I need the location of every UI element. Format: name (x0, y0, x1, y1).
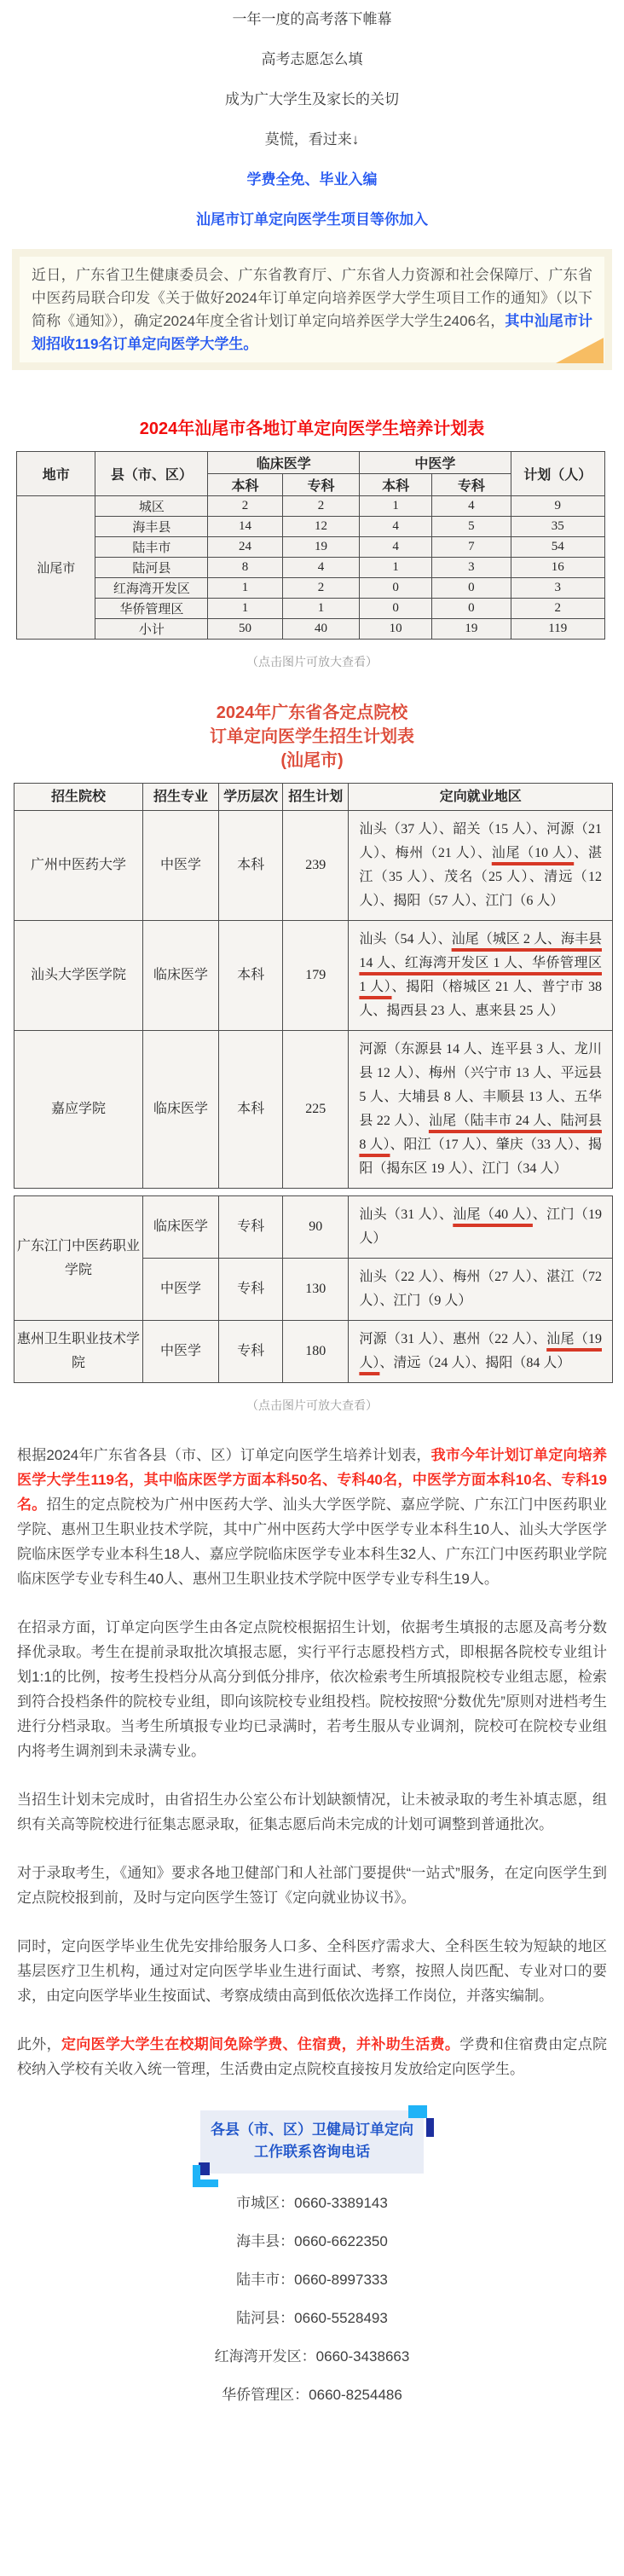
level-cell: 本科 (219, 921, 283, 1031)
phone-row (0, 2231, 624, 2253)
table1-header-cell: 地市 (17, 452, 95, 496)
value-cell: 14 (208, 517, 283, 537)
phone-row (0, 2307, 624, 2330)
table-row (17, 517, 605, 537)
school-cell: 汕头大学医学院 (14, 921, 143, 1031)
phone-number: 0660-8997333 (294, 2272, 388, 2288)
plan-cell: 90 (283, 1196, 349, 1259)
value-cell: 3 (432, 558, 511, 578)
table2-image[interactable] (14, 783, 613, 1383)
value-cell: 2 (511, 599, 604, 619)
region-text: 、揭阳（榕城区 21 人、普宁市 38 人、揭西县 23 人、惠来县 25 人） (359, 980, 602, 1018)
value-cell: 19 (282, 537, 359, 558)
table1-header-cell: 县（市、区） (95, 452, 208, 496)
table2-header-cell: 学历层次 (219, 784, 283, 811)
major-cell: 临床医学 (142, 1031, 218, 1189)
major-cell: 中医学 (142, 1259, 218, 1321)
paragraph-text: 根据2024年广东省各县（市、区）订单定向医学生培养计划表， (17, 1447, 431, 1463)
region-text: 、江门（19 人） (359, 1207, 602, 1246)
major-cell: 临床医学 (142, 921, 218, 1031)
table-row (14, 1196, 613, 1259)
value-cell: 54 (511, 537, 604, 558)
table-row (17, 619, 605, 640)
value-cell: 4 (432, 496, 511, 517)
value-cell: 50 (208, 619, 283, 640)
notice-text (32, 263, 592, 356)
intro-line: 莫慌，看过来↓ (264, 131, 360, 148)
phone-row (0, 2192, 624, 2214)
corner-navy-icon (426, 2118, 434, 2137)
level-cell: 专科 (219, 1196, 283, 1259)
region-highlight-underline: 汕尾（城区 2 人、海丰县 14 人、红海湾开发区 1 人、华侨管理区 1 人） (359, 932, 602, 994)
enrollment-table-part2 (14, 1195, 613, 1383)
table-row (14, 1031, 613, 1189)
region-highlight-underline: 汕尾（10 人） (491, 846, 575, 860)
region-cell (349, 1259, 613, 1321)
intro-section (0, 9, 624, 231)
table1-image[interactable] (16, 451, 605, 640)
region-highlight-underline: 汕尾（40 人） (453, 1207, 533, 1222)
phone-row (0, 2269, 624, 2291)
region-cell (349, 1031, 613, 1189)
table-row (14, 811, 613, 921)
county-cell: 海丰县 (95, 517, 208, 537)
body-paragraphs (0, 1443, 624, 2081)
plan-cell: 239 (283, 811, 349, 921)
phone-number: 0660-6622350 (294, 2233, 388, 2249)
intro-highlight-line: 汕尾市订单定向医学生项目等你加入 (196, 211, 428, 228)
notice-text-normal: 近日，广东省卫生健康委员会、广东省教育厅、广东省人力资源和社会保障厅、广东省中医药局联合印发《关于做好2024年订单定向培养医学大学生项目工作的通知》（以下简称《通知》），确定2024年度全省计划订单定向培养医学大学生2406名， (32, 267, 592, 329)
corner-cyan-icon (408, 2105, 427, 2118)
table1-subheader-cell: 本科 (208, 474, 283, 496)
phone-number: 0660-3389143 (294, 2195, 388, 2211)
value-cell: 5 (432, 517, 511, 537)
plan-cell: 180 (283, 1321, 349, 1383)
value-cell: 8 (208, 558, 283, 578)
paragraph-text: 在招录方面，订单定向医学生由各定点院校根据招生计划，依据考生填报的志愿及高考分数择优录取。考生在提前录取批次填报志愿，实行平行志愿投档方式，即根据各院校专业组计划1:1的比例，按考生投档分从高分到低分排序，依次检索考生所填报院校专业组志愿，检索到符合投档条件的院校专业组，即向该院校专业组投档。院校按照“分数优先”原则对进档考生进行分档录取。当考生所填报专业均已录满时，若考生服从专业调剂，院校可在院校专业组内将考生调剂到未录满专业。 (17, 1619, 607, 1759)
major-cell: 中医学 (142, 811, 218, 921)
phone-list (0, 2192, 624, 2406)
region-text: 、清远（24 人）、揭阳（84 人） (379, 1356, 571, 1370)
region-highlight-underline: 汕尾（陆丰市 24 人、陆河县 8 人） (359, 1114, 602, 1152)
table-row (17, 537, 605, 558)
major-cell: 中医学 (142, 1321, 218, 1383)
level-cell: 专科 (219, 1259, 283, 1321)
value-cell: 4 (360, 537, 432, 558)
value-cell: 1 (208, 578, 283, 599)
table2-caption: （点击图片可放大查看） (246, 1398, 378, 1412)
county-cell: 华侨管理区 (95, 599, 208, 619)
value-cell: 12 (282, 517, 359, 537)
region-text: 汕头（31 人）、 (359, 1207, 454, 1222)
enrollment-table-part1 (14, 783, 613, 1189)
table-row (14, 1321, 613, 1383)
value-cell: 2 (208, 496, 283, 517)
value-cell: 2 (282, 496, 359, 517)
intro-highlight-line: 学费全免、毕业入编 (246, 171, 378, 188)
intro-line: 一年一度的高考落下帷幕 (232, 11, 392, 27)
table1-title: 2024年汕尾市各地订单定向医学生培养计划表 (139, 420, 485, 438)
paragraph (17, 2032, 607, 2081)
table2-title (0, 701, 624, 773)
value-cell: 16 (511, 558, 604, 578)
value-cell: 3 (511, 578, 604, 599)
table2-body (14, 1196, 613, 1383)
intro-line: 高考志愿怎么填 (261, 51, 363, 67)
table2-title-line: 2024年广东省各定点院校 (216, 703, 408, 722)
table1-body (17, 496, 605, 640)
phone-label: 陆丰市： (236, 2272, 295, 2288)
phone-label: 陆河县： (236, 2310, 295, 2326)
notice-box-inner (20, 257, 604, 362)
paragraph (17, 1861, 607, 1910)
plan-cell: 225 (283, 1031, 349, 1189)
level-cell: 专科 (219, 1321, 283, 1383)
region-text: 汕头（37 人）、韶关（15 人）、河源（21 人）、梅州（21 人）、 (359, 822, 602, 860)
table2-header-cell: 招生专业 (142, 784, 218, 811)
table2-header-cell: 招生院校 (14, 784, 143, 811)
region-text: 、湛江（35 人）、茂名（25 人）、清远（12 人）、揭阳（57 人）、江门（6 人） (359, 846, 602, 908)
phone-number: 0660-5528493 (294, 2310, 388, 2326)
phone-number: 0660-3438663 (315, 2348, 410, 2365)
paragraph (17, 1934, 607, 2008)
value-cell: 7 (432, 537, 511, 558)
major-cell: 临床医学 (142, 1196, 218, 1259)
phone-row (0, 2384, 624, 2406)
value-cell: 10 (360, 619, 432, 640)
contact-box (200, 2110, 424, 2174)
plan-cell: 179 (283, 921, 349, 1031)
table1-subheader-cell: 专科 (432, 474, 511, 496)
value-cell: 0 (432, 599, 511, 619)
county-cell: 红海湾开发区 (95, 578, 208, 599)
table2-body (14, 811, 613, 1189)
value-cell: 24 (208, 537, 283, 558)
paragraph-text: 此外， (17, 2036, 61, 2052)
phone-label: 华侨管理区： (222, 2387, 309, 2403)
region-cell (349, 1321, 613, 1383)
notice-box (12, 249, 612, 370)
table2-header-cell: 定向就业地区 (349, 784, 613, 811)
paragraph-text: 学费和住宿费由定点院校纳入学校有关收入统一管理，生活费由定点院校直接按月发放给定向医学生。 (17, 2036, 608, 2077)
region-text: 、阳江（17 人）、肇庆（33 人）、揭阳（揭东区 19 人）、江门（34 人） (359, 1137, 602, 1176)
table1-header (17, 452, 605, 496)
value-cell: 1 (360, 496, 432, 517)
notice-text-highlight: 其中汕尾市计划招收119名订单定向医学大学生。 (32, 313, 592, 352)
county-cell: 陆丰市 (95, 537, 208, 558)
value-cell: 0 (360, 599, 432, 619)
value-cell: 1 (282, 599, 359, 619)
paragraph (17, 1787, 607, 1837)
paragraph-highlight: 我市今年计划订单定向培养医学大学生119名，其中临床医学方面本科50名、专科40名，中医学方面本科10名、专科19名。 (17, 1447, 607, 1513)
table2-header (14, 784, 613, 811)
table-row (14, 784, 613, 811)
value-cell: 119 (511, 619, 604, 640)
phone-label: 市城区： (236, 2195, 295, 2211)
table2-title-line: (汕尾市) (280, 751, 344, 770)
school-cell: 广东江门中医药职业学院 (14, 1196, 143, 1321)
value-cell: 1 (360, 558, 432, 578)
table-row (17, 558, 605, 578)
paragraph-text: 对于录取考生，《通知》要求各地卫健部门和人社部门要提供“一站式”服务，在定向医学生到定点院校报到前，及时与定向医学生签订《定向就业协议书》。 (17, 1865, 607, 1906)
paragraph (17, 1443, 607, 1591)
table-row (17, 599, 605, 619)
region-text: 汕头（54 人）、 (359, 932, 452, 946)
region-text: 河源（东源县 14 人、连平县 3 人、龙川县 12 人）、梅州（兴宁市 13 人、平远县 5 人、大埔县 8 人、丰顺县 13 人、五华县 22 人）、 (359, 1042, 602, 1128)
paragraph-text: 当招生计划未完成时，由省招生办公室公布计划缺额情况，让未被录取的考生补填志愿，组织有关高等院校进行征集志愿录取，征集志愿后尚未完成的计划可调整到普通批次。 (17, 1792, 607, 1832)
table1-caption: （点击图片可放大查看） (246, 655, 378, 669)
table1-subheader-cell: 专科 (282, 474, 359, 496)
value-cell: 0 (432, 578, 511, 599)
contact-title-line: 工作联系咨询电话 (254, 2144, 370, 2160)
plan-cell: 130 (283, 1259, 349, 1321)
contact-title-line: 各县（市、区）卫健局订单定向 (211, 2122, 413, 2138)
value-cell: 2 (282, 578, 359, 599)
value-cell: 0 (360, 578, 432, 599)
value-cell: 40 (282, 619, 359, 640)
region-text: 河源（31 人）、惠州（22 人）、 (359, 1332, 547, 1346)
value-cell: 4 (360, 517, 432, 537)
region-cell (349, 811, 613, 921)
table-row (17, 578, 605, 599)
corner-cyan-icon (193, 2179, 218, 2187)
region-highlight-underline: 汕尾（19 人） (359, 1332, 602, 1370)
paragraph (17, 1615, 607, 1763)
school-cell: 广州中医药大学 (14, 811, 143, 921)
table1-header-cell: 计划（人） (511, 452, 604, 496)
value-cell: 35 (511, 517, 604, 537)
paragraph-text: 同时，定向医学毕业生优先安排给服务人口多、全科医疗需求大、全科医生较为短缺的地区基层医疗卫生机构，通过对定向医学毕业生进行面试、考察，按照人岗匹配、专业对口的要求，由定向医学毕业生按面试、考察成绩由高到低依次选择工作岗位，并落实编制。 (17, 1938, 607, 2004)
value-cell: 4 (282, 558, 359, 578)
table2-image-seam (14, 1189, 613, 1195)
value-cell: 19 (432, 619, 511, 640)
table1-subheader-cell: 本科 (360, 474, 432, 496)
intro-line: 成为广大学生及家长的关切 (225, 91, 399, 107)
level-cell: 本科 (219, 811, 283, 921)
region-cell (349, 921, 613, 1031)
value-cell: 9 (511, 496, 604, 517)
table2-title-line: 订单定向医学生招生计划表 (210, 727, 414, 746)
phone-label: 海丰县： (236, 2233, 295, 2249)
table-row (17, 496, 605, 517)
city-cell: 汕尾市 (17, 496, 95, 640)
table1-header-cell: 中医学 (360, 452, 511, 474)
region-text: 汕头（22 人）、梅州（27 人）、湛江（72 人）、江门（9 人） (359, 1270, 602, 1308)
value-cell: 1 (208, 599, 283, 619)
table-row (14, 921, 613, 1031)
county-cell: 陆河县 (95, 558, 208, 578)
county-cell: 小计 (95, 619, 208, 640)
paragraph-highlight: 定向医学大学生在校期间免除学费、住宿费，并补助生活费。 (61, 2036, 460, 2052)
school-cell: 惠州卫生职业技术学院 (14, 1321, 143, 1383)
table-row (17, 452, 605, 474)
phone-row (0, 2346, 624, 2368)
county-cell: 城区 (95, 496, 208, 517)
plan-table (16, 451, 605, 640)
school-cell: 嘉应学院 (14, 1031, 143, 1189)
table1-header-cell: 临床医学 (208, 452, 360, 474)
phone-number: 0660-8254486 (309, 2387, 402, 2403)
paragraph-text: 招生的定点院校为广州中医药大学、汕头大学医学院、嘉应学院、广东江门中医药职业学院、惠州卫生职业技术学院，其中广州中医药大学中医学专业本科生10人、汕头大学医学院临床医学专业本科生18人、嘉应学院临床医学专业本科生32人、广东江门中医药职业学院临床医学专业专科生40人、惠州卫生职业技术学院中医学专业专科生19人。 (17, 1496, 608, 1587)
phone-label: 红海湾开发区： (214, 2348, 316, 2365)
level-cell: 本科 (219, 1031, 283, 1189)
region-cell (349, 1196, 613, 1259)
table2-header-cell: 招生计划 (283, 784, 349, 811)
